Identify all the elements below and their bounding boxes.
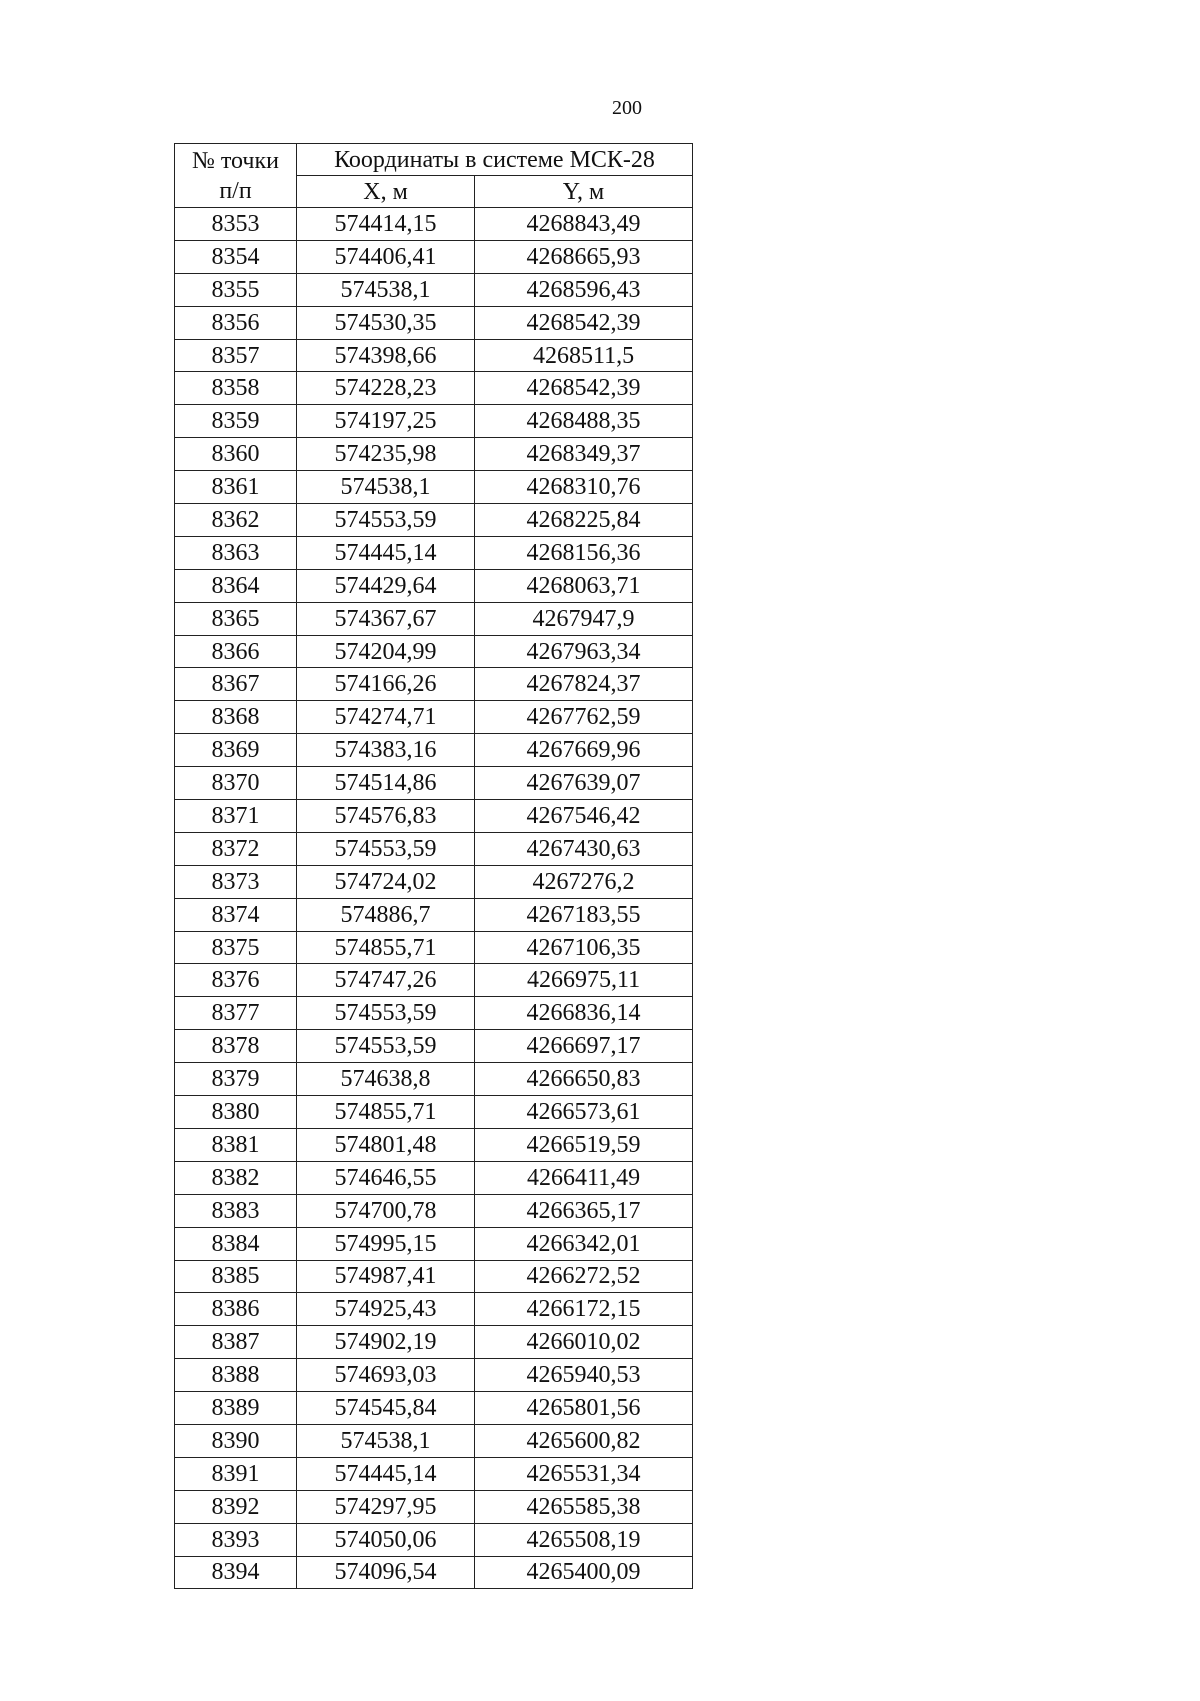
page-number: 200 <box>612 97 642 119</box>
point-number-cell: 8370 <box>175 767 297 800</box>
point-number-cell: 8371 <box>175 800 297 833</box>
point-number-cell: 8367 <box>175 668 297 701</box>
table-row <box>175 240 693 273</box>
point-number-cell: 8377 <box>175 997 297 1030</box>
y-coordinate-cell: 4266836,14 <box>475 997 693 1030</box>
table-row <box>175 569 693 602</box>
point-number-cell: 8383 <box>175 1194 297 1227</box>
y-coordinate-cell: 4266010,02 <box>475 1326 693 1359</box>
table-row <box>175 865 693 898</box>
x-coordinate-cell: 574886,7 <box>297 898 475 931</box>
table-row <box>175 701 693 734</box>
x-coordinate-cell: 574902,19 <box>297 1326 475 1359</box>
x-coordinate-cell: 574445,14 <box>297 536 475 569</box>
y-coordinate-cell: 4268843,49 <box>475 208 693 241</box>
table-row <box>175 504 693 537</box>
x-coordinate-cell: 574398,66 <box>297 339 475 372</box>
point-number-cell: 8353 <box>175 208 297 241</box>
x-coordinate-cell: 574995,15 <box>297 1227 475 1260</box>
x-coordinate-cell: 574553,59 <box>297 997 475 1030</box>
table-row <box>175 1556 693 1589</box>
point-number-cell: 8374 <box>175 898 297 931</box>
table-row <box>175 339 693 372</box>
point-number-cell: 8394 <box>175 1556 297 1589</box>
x-coordinate-cell: 574987,41 <box>297 1260 475 1293</box>
y-coordinate-cell: 4267963,34 <box>475 635 693 668</box>
y-coordinate-cell: 4266650,83 <box>475 1063 693 1096</box>
y-coordinate-cell: 4268542,39 <box>475 306 693 339</box>
y-column-header: Y, м <box>475 176 693 208</box>
point-number-cell: 8380 <box>175 1096 297 1129</box>
y-coordinate-cell: 4267824,37 <box>475 668 693 701</box>
y-coordinate-cell: 4268665,93 <box>475 240 693 273</box>
y-coordinate-cell: 4265508,19 <box>475 1523 693 1556</box>
x-coordinate-cell: 574576,83 <box>297 800 475 833</box>
point-number-cell: 8392 <box>175 1490 297 1523</box>
point-number-cell: 8361 <box>175 471 297 504</box>
point-number-cell: 8368 <box>175 701 297 734</box>
y-coordinate-cell: 4268511,5 <box>475 339 693 372</box>
x-coordinate-cell: 574235,98 <box>297 438 475 471</box>
point-number-cell: 8354 <box>175 240 297 273</box>
y-coordinate-cell: 4267430,63 <box>475 832 693 865</box>
table-row <box>175 273 693 306</box>
table-row <box>175 668 693 701</box>
table-row <box>175 734 693 767</box>
point-number-cell: 8355 <box>175 273 297 306</box>
point-number-cell: 8359 <box>175 405 297 438</box>
table-row <box>175 208 693 241</box>
x-coordinate-cell: 574724,02 <box>297 865 475 898</box>
x-coordinate-cell: 574646,55 <box>297 1161 475 1194</box>
table-row <box>175 1457 693 1490</box>
x-coordinate-cell: 574855,71 <box>297 931 475 964</box>
coordinates-table <box>174 143 693 1589</box>
x-coordinate-cell: 574538,1 <box>297 273 475 306</box>
point-number-cell: 8379 <box>175 1063 297 1096</box>
x-coordinate-cell: 574406,41 <box>297 240 475 273</box>
point-number-cell: 8393 <box>175 1523 297 1556</box>
y-coordinate-cell: 4267669,96 <box>475 734 693 767</box>
y-coordinate-cell: 4266172,15 <box>475 1293 693 1326</box>
x-coordinate-cell: 574925,43 <box>297 1293 475 1326</box>
x-coordinate-cell: 574553,59 <box>297 504 475 537</box>
x-coordinate-cell: 574204,99 <box>297 635 475 668</box>
x-coordinate-cell: 574538,1 <box>297 1424 475 1457</box>
table-row <box>175 1490 693 1523</box>
point-number-cell: 8363 <box>175 536 297 569</box>
point-number-cell: 8376 <box>175 964 297 997</box>
point-number-cell: 8360 <box>175 438 297 471</box>
table-row <box>175 1030 693 1063</box>
point-number-cell: 8356 <box>175 306 297 339</box>
point-number-cell: 8378 <box>175 1030 297 1063</box>
y-coordinate-cell: 4265801,56 <box>475 1392 693 1425</box>
x-coordinate-cell: 574297,95 <box>297 1490 475 1523</box>
point-number-header <box>175 144 297 208</box>
point-number-cell: 8366 <box>175 635 297 668</box>
table-row <box>175 1260 693 1293</box>
table-row <box>175 832 693 865</box>
point-number-cell: 8382 <box>175 1161 297 1194</box>
table-row <box>175 1227 693 1260</box>
x-coordinate-cell: 574553,59 <box>297 1030 475 1063</box>
x-coordinate-cell: 574367,67 <box>297 602 475 635</box>
y-coordinate-cell: 4268156,36 <box>475 536 693 569</box>
table-row <box>175 1063 693 1096</box>
point-number-cell: 8372 <box>175 832 297 865</box>
x-coordinate-cell: 574693,03 <box>297 1359 475 1392</box>
table-row <box>175 898 693 931</box>
x-coordinate-cell: 574166,26 <box>297 668 475 701</box>
table-row <box>175 306 693 339</box>
point-number-cell: 8390 <box>175 1424 297 1457</box>
table-row <box>175 997 693 1030</box>
y-coordinate-cell: 4265400,09 <box>475 1556 693 1589</box>
table-row <box>175 1424 693 1457</box>
x-coordinate-cell: 574545,84 <box>297 1392 475 1425</box>
table-row <box>175 1096 693 1129</box>
y-coordinate-cell: 4267106,35 <box>475 931 693 964</box>
point-number-cell: 8386 <box>175 1293 297 1326</box>
x-coordinate-cell: 574700,78 <box>297 1194 475 1227</box>
table-row <box>175 635 693 668</box>
y-coordinate-cell: 4268310,76 <box>475 471 693 504</box>
y-coordinate-cell: 4266975,11 <box>475 964 693 997</box>
x-coordinate-cell: 574429,64 <box>297 569 475 602</box>
table-row <box>175 1293 693 1326</box>
point-number-cell: 8389 <box>175 1392 297 1425</box>
x-coordinate-cell: 574530,35 <box>297 306 475 339</box>
x-coordinate-cell: 574801,48 <box>297 1128 475 1161</box>
point-number-header-sub: п/п <box>219 177 252 204</box>
y-coordinate-cell: 4268596,43 <box>475 273 693 306</box>
x-coordinate-cell: 574445,14 <box>297 1457 475 1490</box>
point-number-header-label: № точки <box>191 147 280 174</box>
point-number-cell: 8388 <box>175 1359 297 1392</box>
x-coordinate-cell: 574514,86 <box>297 767 475 800</box>
x-coordinate-cell: 574553,59 <box>297 832 475 865</box>
point-number-cell: 8375 <box>175 931 297 964</box>
y-coordinate-cell: 4266519,59 <box>475 1128 693 1161</box>
y-coordinate-cell: 4268063,71 <box>475 569 693 602</box>
table-row <box>175 1161 693 1194</box>
y-coordinate-cell: 4268542,39 <box>475 372 693 405</box>
coordinates-table-body <box>175 208 693 1589</box>
point-number-cell: 8391 <box>175 1457 297 1490</box>
x-coordinate-cell: 574383,16 <box>297 734 475 767</box>
point-number-cell: 8358 <box>175 372 297 405</box>
y-coordinate-cell: 4265585,38 <box>475 1490 693 1523</box>
y-coordinate-cell: 4266573,61 <box>475 1096 693 1129</box>
table-row <box>175 1523 693 1556</box>
x-coordinate-cell: 574197,25 <box>297 405 475 438</box>
y-coordinate-cell: 4266365,17 <box>475 1194 693 1227</box>
y-coordinate-cell: 4268488,35 <box>475 405 693 438</box>
table-row <box>175 405 693 438</box>
x-coordinate-cell: 574414,15 <box>297 208 475 241</box>
y-coordinate-cell: 4266411,49 <box>475 1161 693 1194</box>
point-number-cell: 8373 <box>175 865 297 898</box>
y-coordinate-cell: 4266272,52 <box>475 1260 693 1293</box>
table-row <box>175 372 693 405</box>
x-column-header: X, м <box>297 176 475 208</box>
table-row <box>175 964 693 997</box>
table-row <box>175 1128 693 1161</box>
y-coordinate-cell: 4268349,37 <box>475 438 693 471</box>
x-coordinate-cell: 574747,26 <box>297 964 475 997</box>
y-coordinate-cell: 4265940,53 <box>475 1359 693 1392</box>
y-coordinate-cell: 4267546,42 <box>475 800 693 833</box>
table-row <box>175 471 693 504</box>
x-coordinate-cell: 574050,06 <box>297 1523 475 1556</box>
table-row <box>175 1326 693 1359</box>
table-row <box>175 1392 693 1425</box>
y-coordinate-cell: 4268225,84 <box>475 504 693 537</box>
x-coordinate-cell: 574855,71 <box>297 1096 475 1129</box>
point-number-cell: 8369 <box>175 734 297 767</box>
table-row <box>175 536 693 569</box>
x-coordinate-cell: 574274,71 <box>297 701 475 734</box>
coordinates-system-header: Координаты в системе МСК-28 <box>297 144 693 176</box>
point-number-cell: 8357 <box>175 339 297 372</box>
point-number-cell: 8385 <box>175 1260 297 1293</box>
point-number-cell: 8387 <box>175 1326 297 1359</box>
point-number-cell: 8364 <box>175 569 297 602</box>
table-row <box>175 1359 693 1392</box>
y-coordinate-cell: 4265600,82 <box>475 1424 693 1457</box>
point-number-cell: 8365 <box>175 602 297 635</box>
table-row <box>175 438 693 471</box>
x-coordinate-cell: 574096,54 <box>297 1556 475 1589</box>
y-coordinate-cell: 4267947,9 <box>475 602 693 635</box>
y-coordinate-cell: 4266697,17 <box>475 1030 693 1063</box>
table-row <box>175 931 693 964</box>
x-coordinate-cell: 574228,23 <box>297 372 475 405</box>
y-coordinate-cell: 4267762,59 <box>475 701 693 734</box>
y-coordinate-cell: 4265531,34 <box>475 1457 693 1490</box>
x-coordinate-cell: 574538,1 <box>297 471 475 504</box>
table-row <box>175 602 693 635</box>
point-number-cell: 8384 <box>175 1227 297 1260</box>
point-number-cell: 8362 <box>175 504 297 537</box>
table-row <box>175 1194 693 1227</box>
point-number-cell: 8381 <box>175 1128 297 1161</box>
y-coordinate-cell: 4267183,55 <box>475 898 693 931</box>
y-coordinate-cell: 4267639,07 <box>475 767 693 800</box>
y-coordinate-cell: 4266342,01 <box>475 1227 693 1260</box>
x-coordinate-cell: 574638,8 <box>297 1063 475 1096</box>
table-row <box>175 767 693 800</box>
y-coordinate-cell: 4267276,2 <box>475 865 693 898</box>
table-row <box>175 800 693 833</box>
